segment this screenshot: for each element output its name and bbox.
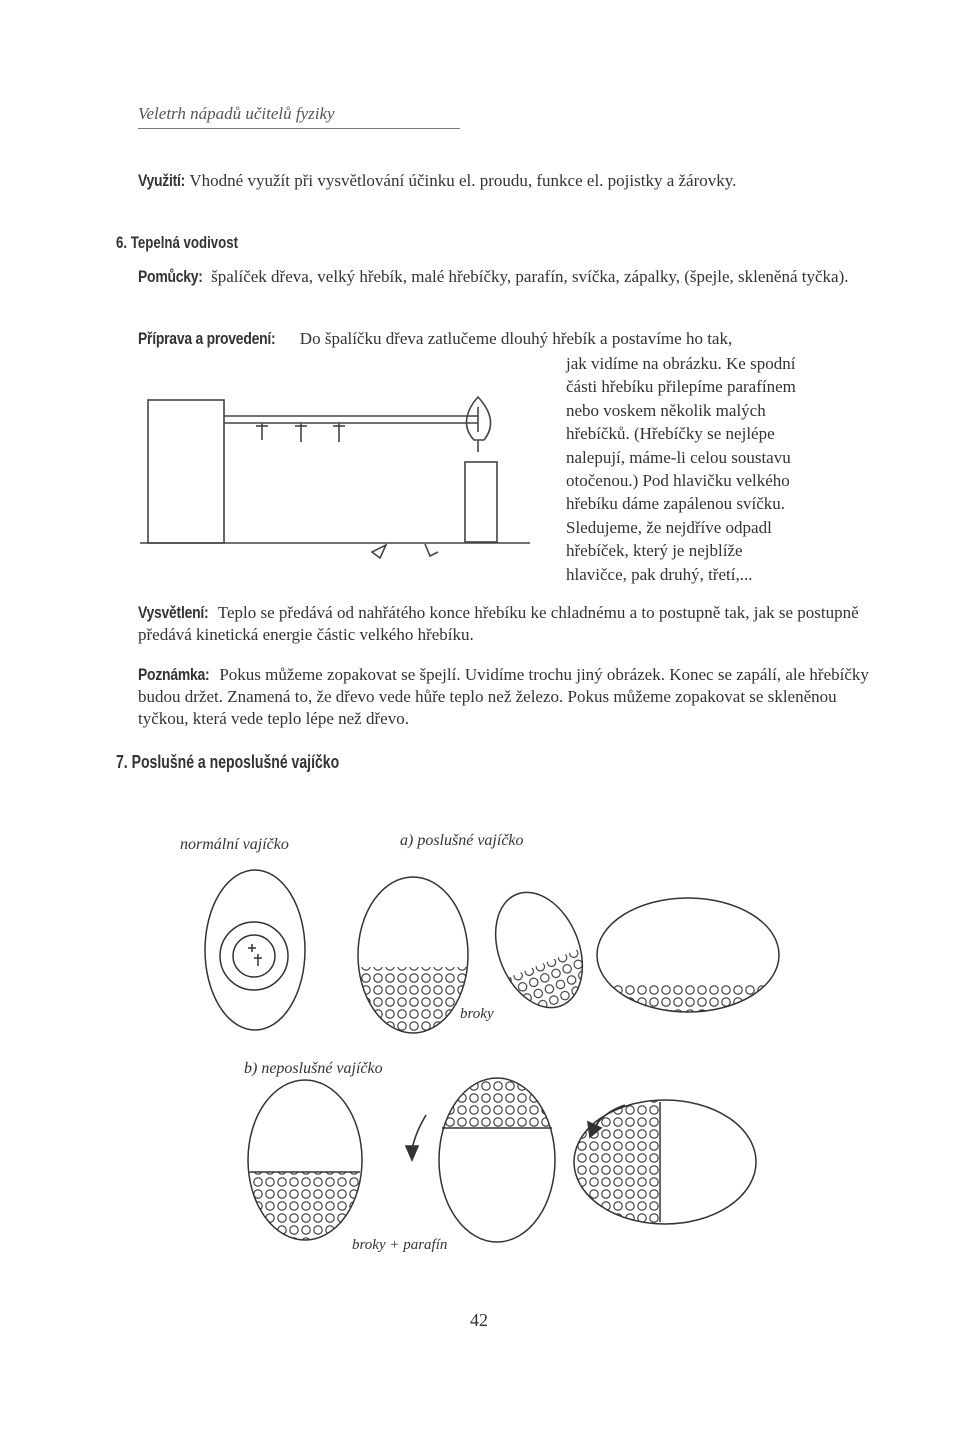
caption-normal-egg: normální vajíčko <box>180 836 289 853</box>
prep-line: nalepují, máme-li celou soustavu <box>566 447 791 467</box>
prep-line: nebo voskem několik malých <box>566 400 766 420</box>
prep-label: Příprava a provedení: <box>138 329 276 348</box>
section-6-title: 6. Tepelná vodivost <box>116 233 239 252</box>
prep-line: hřebíček, který je nejblíže <box>566 541 743 561</box>
note-text: Pokus můžeme zopakovat se špejlí. Uvidíme trochu jiný obrázek. Konec se zapálí, ale hřebíčky budou držet. Znamená to, že dřevo vede hůře teplo než železo. Pokus můžeme zopakovat se skleněnou tyčkou, která vede teplo lépe než dřevo. <box>138 665 869 728</box>
prep-line: hlavičce, pak druhý, třetí,... <box>566 564 753 584</box>
running-header: Veletrh nápadů učitelů fyziky <box>138 104 335 123</box>
egg-obedient-upright <box>350 877 480 1037</box>
explain-label: Vysvětlení: <box>138 603 209 622</box>
prep-line: hřebíčků. (Hřebíčky se nejlépe <box>566 424 775 444</box>
note-label: Poznámka: <box>138 665 210 684</box>
egg-disobedient-lying <box>570 1098 756 1228</box>
caption-disobedient-egg: b) neposlušné vajíčko <box>244 1060 383 1077</box>
explain-text: Teplo se předává od nahřátého konce hřebíku ke chladnému a to postupně tak, jak se postupně předává kinetická energie částic velkého hřebíku. <box>138 603 859 644</box>
egg-disobedient-upright <box>240 1080 370 1252</box>
label-shot: broky <box>460 1006 494 1022</box>
fallen-nail-1 <box>372 545 386 558</box>
candle <box>465 462 497 542</box>
prep-line: hřebíku dáme zapálenou svíčku. <box>566 494 786 514</box>
egg-normal <box>205 870 305 1030</box>
egg-obedient-lying <box>590 898 790 1015</box>
section-7-title: 7. Poslušné a neposlušné vajíčko <box>116 752 340 772</box>
caption-obedient-egg: a) poslušné vajíčko <box>400 832 524 849</box>
egg-obedient-tilted <box>471 875 610 1027</box>
prep-line: jak vidíme na obrázku. Ke spodní <box>566 354 796 373</box>
rotation-arrow-icon <box>406 1115 426 1160</box>
intro-label: Využití: <box>138 171 186 190</box>
egg-disobedient-inverted <box>436 1076 560 1242</box>
heat-conduction-apparatus <box>140 397 530 558</box>
prep-line1: Do špalíčku dřeva zatlučeme dlouhý hřebík a postavíme ho tak, <box>299 329 733 348</box>
intro-text: Vhodné využít při vysvětlování účinku el. proudu, funkce el. pojistky a žárovky. <box>189 171 737 190</box>
fallen-nail-2 <box>425 544 438 556</box>
page-number: 42 <box>470 1310 488 1330</box>
prep-line: části hřebíku přilepíme parafínem <box>566 377 796 397</box>
prep-line: otočenou.) Pod hlavičku velkého <box>566 471 790 491</box>
label-shot-paraffin: broky + parafín <box>352 1237 448 1253</box>
needs-label: Pomůcky: <box>138 267 203 286</box>
prep-line: Sledujeme, že nejdříve odpadl <box>566 517 772 537</box>
wooden-block <box>148 400 224 543</box>
needs-text: špalíček dřeva, velký hřebík, malé hřebíčky, parafín, svíčka, zápalky, (špejle, skleněná tyčka). <box>211 267 849 286</box>
